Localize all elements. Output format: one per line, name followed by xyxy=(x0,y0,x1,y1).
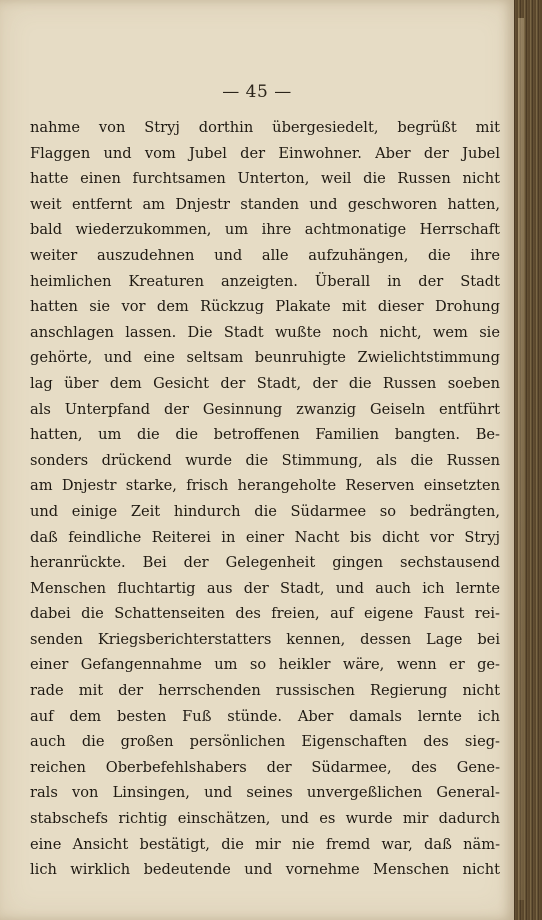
text-line: weiter auszudehnen und alle aufzuhängen, die ihre xyxy=(30,246,500,264)
book-edge-highlight xyxy=(518,18,524,900)
text-line: hatten, um die die betroffenen Familien bangten. Be- xyxy=(30,426,500,444)
text-line: hatten sie vor dem Rückzug Plakate mit dieser Drohung xyxy=(30,298,500,316)
body-text xyxy=(30,115,500,883)
text-line: heimlichen Kreaturen anzeigten. Überall in der Stadt xyxy=(30,272,500,290)
text-line: lag über dem Gesicht der Stadt, der die Russen soeben xyxy=(30,374,500,392)
text-line: stabschefs richtig einschätzen, und es wurde mir dadurch xyxy=(30,810,500,828)
page-number: — 45 — xyxy=(222,82,292,102)
text-line: eine Ansicht bestätigt, die mir nie fremd war, daß näm- xyxy=(30,835,500,853)
text-line: auf dem besten Fuß stünde. Aber damals lernte ich xyxy=(30,707,500,725)
text-line: hatte einen furchtsamen Unterton, weil die Russen nicht xyxy=(30,170,500,188)
text-line: weit entfernt am Dnjestr standen und geschworen hatten, xyxy=(30,195,500,213)
text-line: reichen Oberbefehlshabers der Südarmee, des Gene- xyxy=(30,758,500,776)
text-line: Flaggen und vom Jubel der Einwohner. Aber der Jubel xyxy=(30,144,500,162)
text-line: nahme von Stryj dorthin übergesiedelt, begrüßt mit xyxy=(30,119,500,136)
text-line: einer Gefangennahme um so heikler wäre, wenn er ge- xyxy=(30,656,500,674)
text-line: am Dnjestr starke, frisch herangeholte Reserven einsetzten xyxy=(30,477,500,495)
text-line: als Unterpfand der Gesinnung zwanzig Geiseln entführt xyxy=(30,400,500,418)
text-line: sonders drückend wurde die Stimmung, als die Russen xyxy=(30,451,500,469)
text-line: rade mit der herrschenden russischen Regierung nicht xyxy=(30,682,500,700)
text-line: daß feindliche Reiterei in einer Nacht bis dicht vor Stryj xyxy=(30,528,500,546)
text-line: lich wirklich bedeutende und vornehme Menschen nicht xyxy=(30,861,500,879)
text-line: heranrückte. Bei der Gelegenheit gingen sechstausend xyxy=(30,554,500,572)
text-line: und einige Zeit hindurch die Südarmee so bedrängten, xyxy=(30,502,500,520)
text-line: anschlagen lassen. Die Stadt wußte noch nicht, wem sie xyxy=(30,323,500,341)
text-line: gehörte, und eine seltsam beunruhigte Zwielichtstimmung xyxy=(30,349,500,367)
text-line: auch die großen persönlichen Eigenschaften des sieg- xyxy=(30,733,500,751)
text-line: Menschen fluchtartig aus der Stadt, und auch ich lernte xyxy=(30,579,500,597)
text-line: dabei die Schattenseiten des freien, auf eigene Faust rei- xyxy=(30,605,500,623)
text-line: senden Kriegsberichterstatters kennen, dessen Lage bei xyxy=(30,630,500,648)
text-line: rals von Linsingen, und seines unvergeßlichen General- xyxy=(30,784,500,802)
text-line: bald wiederzukommen, um ihre achtmonatige Herrschaft xyxy=(30,221,500,239)
